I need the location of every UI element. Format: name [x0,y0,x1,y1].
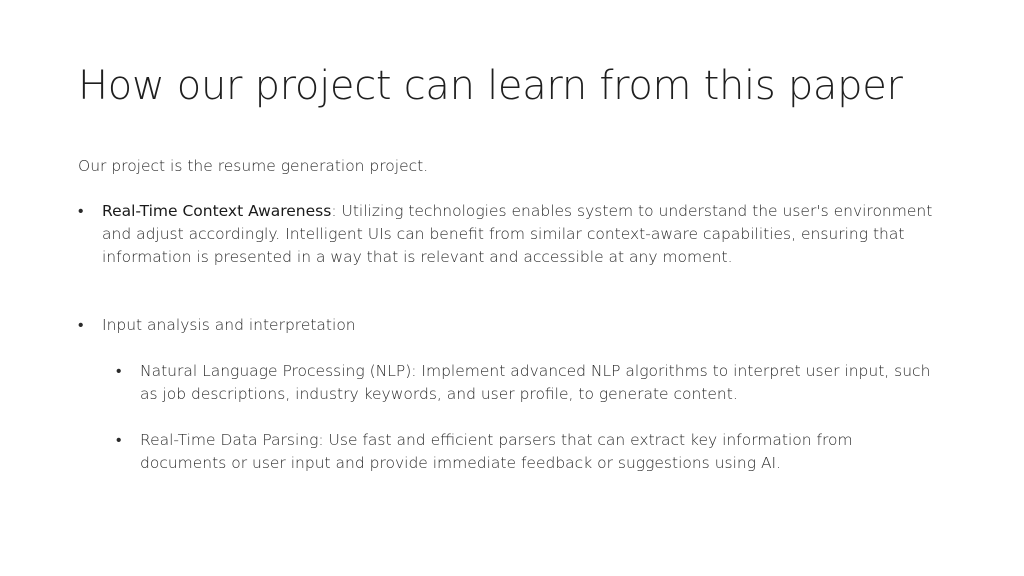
subbullet-data-parsing [116,429,938,475]
subbullet-nlp [116,360,938,406]
bullet-dot: • [116,431,122,449]
bullet-input-analysis [78,314,938,337]
subbullet-text: Real-Time Data Parsing: Use fast and efficient parsers that can extract key information from documents or user input and provide immediate feedback or suggestions using AI. [140,431,853,472]
bullet-dot: • [78,316,84,334]
bullet-dot: • [116,362,122,380]
subbullet-text: Natural Language Processing (NLP): Implement advanced NLP algorithms to interpret user input, such as job descriptions, industry keywords, and user profile, to generate content. [140,362,931,403]
bullet-text: : Utilizing technologies enables system to understand the user's environment and adjust accordingly. Intelligent UIs can benefit from similar context-aware capabilities, ensuring that information is presented in a way that is relevant and accessible at any moment. [102,202,933,266]
bullet-term: Real-Time Context Awareness [102,202,332,220]
bullet-context-awareness [78,200,938,269]
slide-title: How our project can learn from this paper [78,63,903,109]
bullet-dot: • [78,202,84,220]
intro-text: Our project is the resume generation project. [78,157,429,175]
bullet-text: Input analysis and interpretation [102,316,356,334]
slide-body [78,155,938,475]
